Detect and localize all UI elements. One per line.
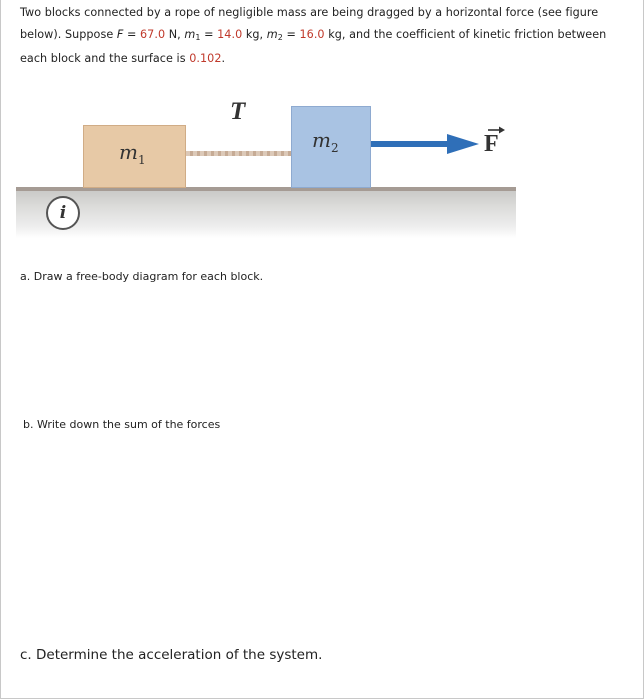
problem-line-3: each block and the surface is 0.102. xyxy=(20,52,226,65)
problem-line-1: Two blocks connected by a rope of negligible mass are being dragged by a horizontal force (see figure xyxy=(20,6,599,19)
problem-statement xyxy=(20,2,624,70)
force-value: 67.0 xyxy=(140,27,166,41)
question-c: c. Determine the acceleration of the system. xyxy=(20,647,323,663)
question-b: b. Write down the sum of the forces xyxy=(23,418,221,431)
question-a: a. Draw a free-body diagram for each block. xyxy=(20,270,264,283)
tension-label: T xyxy=(230,98,246,125)
friction-coefficient-value: 0.102 xyxy=(189,52,222,65)
force-label: F xyxy=(484,131,499,157)
rope xyxy=(186,151,291,156)
force-arrow-icon xyxy=(371,132,481,156)
mass1-value: 14.0 xyxy=(217,27,243,41)
force-symbol: F xyxy=(116,27,124,41)
mass2-symbol: m xyxy=(266,27,278,41)
blocks-figure xyxy=(16,98,518,240)
mass2-value: 16.0 xyxy=(299,27,325,41)
block-m1-label: $m_1$ xyxy=(119,140,146,167)
mass1-symbol: m xyxy=(184,27,196,41)
ground-surface xyxy=(16,190,516,238)
problem-line-2: below). Suppose F = 67.0 N, $m_1 = 14.0$ kg, $m_2 = 16.0$ kg, and the coefficient of kinetic friction between xyxy=(20,27,607,42)
block-m2-label: $m_2$ xyxy=(312,128,339,155)
info-icon[interactable]: i xyxy=(46,196,80,230)
